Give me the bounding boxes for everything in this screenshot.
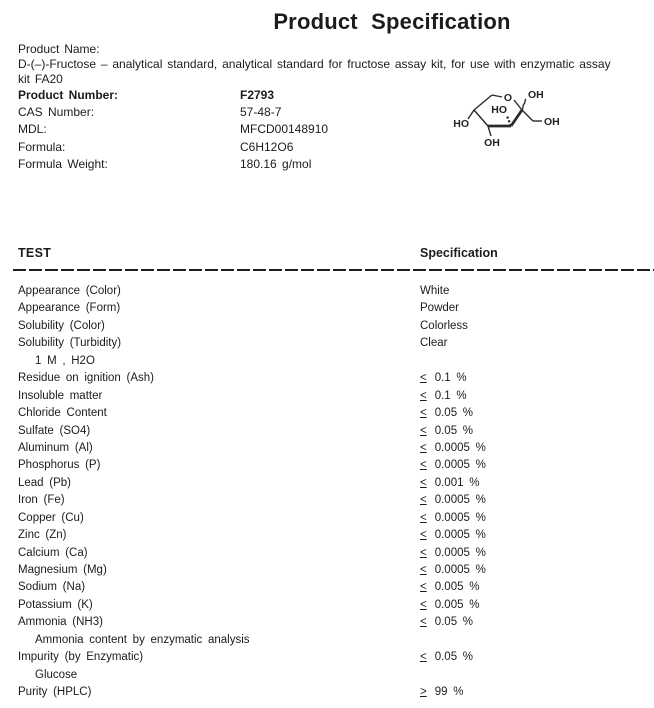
- spec-value: 0.05 %: [434, 651, 474, 664]
- test-name: Phosphorus (P): [18, 459, 101, 472]
- comparator-symbol: <: [420, 424, 427, 437]
- spec-table-row: [18, 318, 654, 335]
- spec-cell: [420, 614, 473, 631]
- spec-table-row: [18, 388, 654, 405]
- spec-table-row: [18, 353, 654, 370]
- ring-oxygen-label: O: [503, 92, 513, 104]
- test-name: Calcium (Ca): [18, 546, 88, 559]
- spec-table-row: [18, 510, 654, 527]
- spec-value: 0.0005 %: [434, 564, 486, 576]
- comparator-symbol: <: [420, 616, 427, 629]
- test-name: Glucose: [35, 668, 78, 681]
- test-name: Ammonia (NH3): [18, 616, 103, 629]
- spec-table-row: [18, 614, 654, 631]
- detail-row-formula: [18, 139, 328, 156]
- detail-row-mdl: [18, 121, 328, 138]
- chemical-structure-image: [450, 82, 570, 166]
- spec-value: White: [420, 285, 450, 297]
- spec-cell: [420, 492, 486, 509]
- test-name: Purity (HPLC): [18, 686, 92, 699]
- spec-table-row: [18, 632, 654, 649]
- spec-table-row: [18, 667, 654, 684]
- spec-cell: [420, 545, 486, 562]
- spec-value: Clear: [420, 337, 448, 350]
- spec-cell: [420, 510, 486, 527]
- spec-value: 0.05 %: [434, 616, 474, 629]
- test-name: Sulfate (SO4): [18, 424, 91, 437]
- test-name: Magnesium (Mg): [18, 564, 107, 576]
- product-name-label: Product Name:: [18, 42, 100, 56]
- spec-value: 0.05 %: [434, 424, 474, 437]
- comparator-symbol: <: [420, 529, 427, 542]
- spec-cell: [420, 457, 486, 474]
- spec-value: 0.1 %: [434, 389, 467, 402]
- product-details: [18, 87, 328, 173]
- test-name: Appearance (Form): [18, 302, 121, 315]
- product-description-line1: D-(–)-Fructose – analytical standard, analytical standard for fructose assay kit, for use with enzymatic assay: [18, 57, 611, 71]
- spec-value: 99 %: [434, 686, 464, 699]
- spec-table-row: [18, 527, 654, 544]
- product-name-block: [18, 42, 650, 87]
- bottom-oh-label: OH: [484, 137, 500, 149]
- spec-value: 0.1 %: [434, 372, 467, 385]
- spec-cell: [420, 388, 467, 405]
- spec-value: 0.0005 %: [434, 529, 486, 542]
- spec-table-row: [18, 335, 654, 352]
- left-ho-label: HO: [453, 118, 469, 130]
- test-name: Impurity (by Enzymatic): [18, 651, 144, 664]
- comparator-symbol: >: [420, 686, 427, 699]
- spec-cell: [420, 527, 486, 544]
- spec-value: 0.005 %: [434, 581, 480, 594]
- formula-label: Formula:: [18, 139, 66, 154]
- spec-rows: [18, 283, 654, 702]
- comparator-symbol: <: [420, 389, 427, 402]
- test-name: Chloride Content: [18, 407, 107, 420]
- comparator-symbol: <: [420, 581, 427, 594]
- spec-value: 0.0005 %: [434, 459, 486, 472]
- formula-weight-value: 180.16 g/mol: [240, 156, 312, 171]
- comparator-symbol: <: [420, 511, 427, 524]
- spec-value: Powder: [420, 302, 459, 315]
- cas-number-value: 57-48-7: [240, 105, 282, 120]
- mdl-label: MDL:: [18, 122, 47, 137]
- spec-table-row: [18, 300, 654, 317]
- comparator-symbol: <: [420, 651, 427, 664]
- test-name: Solubility (Color): [18, 319, 105, 332]
- test-name: Solubility (Turbidity): [18, 337, 122, 350]
- spec-value: Colorless: [420, 319, 468, 332]
- spec-value: 0.05 %: [434, 407, 474, 420]
- spec-cell: [420, 283, 449, 300]
- spec-cell: [420, 562, 486, 579]
- spec-table-row: [18, 684, 654, 701]
- test-name: 1 M , H2O: [35, 354, 95, 367]
- formula-weight-label: Formula Weight:: [18, 156, 108, 171]
- mid-ho-label: HO: [491, 104, 507, 116]
- spec-table-row: [18, 597, 654, 614]
- spec-table-row: [18, 405, 654, 422]
- spec-table-row: [18, 579, 654, 596]
- test-name: Sodium (Na): [18, 581, 86, 594]
- spec-cell: [420, 475, 479, 492]
- spec-table-row: [18, 545, 654, 562]
- spec-cell: [420, 597, 479, 614]
- test-name: Zinc (Zn): [18, 529, 67, 542]
- detail-row-product-number: [18, 87, 328, 104]
- test-name: Iron (Fe): [18, 494, 65, 507]
- cas-number-label: CAS Number:: [18, 105, 95, 120]
- spec-table-row: [18, 423, 654, 440]
- spec-cell: [420, 440, 486, 457]
- test-name: Ammonia content by enzymatic analysis: [35, 633, 250, 646]
- spec-value: 0.001 %: [434, 476, 480, 489]
- test-name: Insoluble matter: [18, 389, 103, 402]
- spec-value: 0.0005 %: [434, 494, 486, 507]
- comparator-symbol: <: [420, 441, 427, 454]
- spec-table-row: [18, 370, 654, 387]
- spec-table-header: [0, 246, 654, 262]
- comparator-symbol: <: [420, 372, 427, 385]
- specification-column-header: Specification: [420, 246, 498, 260]
- spec-cell: [420, 684, 463, 701]
- product-number-value: F2793: [240, 88, 275, 102]
- test-name: Aluminum (Al): [18, 441, 93, 454]
- detail-row-formula-weight: [18, 156, 328, 173]
- spec-table-row: [18, 492, 654, 509]
- spec-value: 0.005 %: [434, 598, 480, 611]
- spec-table-row: [18, 457, 654, 474]
- test-name: Copper (Cu): [18, 511, 84, 524]
- spec-cell: [420, 423, 473, 440]
- comparator-symbol: <: [420, 476, 427, 489]
- test-name: Lead (Pb): [18, 476, 72, 489]
- comparator-symbol: <: [420, 494, 427, 507]
- spec-table-row: [18, 562, 654, 579]
- spec-cell: [420, 300, 459, 317]
- detail-row-cas-number: [18, 104, 328, 121]
- spec-table-row: [18, 440, 654, 457]
- spec-table-row: [18, 475, 654, 492]
- spec-cell: [420, 579, 479, 596]
- fructopyranose-structure-icon: [450, 82, 570, 166]
- spec-table-row: [18, 283, 654, 300]
- spec-value: 0.0005 %: [434, 441, 486, 454]
- comparator-symbol: <: [420, 459, 427, 472]
- spec-value: 0.0005 %: [434, 546, 486, 559]
- spec-value: 0.0005 %: [434, 511, 486, 524]
- chain-oh-label: OH: [544, 116, 560, 128]
- spec-cell: [420, 405, 473, 422]
- test-name: Appearance (Color): [18, 285, 121, 297]
- page-title: Product Specification: [273, 9, 511, 34]
- formula-value: C6H12O6: [240, 139, 294, 154]
- anomeric-oh-label: OH: [528, 89, 544, 101]
- comparator-symbol: <: [420, 598, 427, 611]
- product-description-line2: kit FA20: [18, 72, 63, 86]
- comparator-symbol: <: [420, 564, 427, 576]
- mdl-value: MFCD00148910: [240, 122, 329, 137]
- test-name: Residue on ignition (Ash): [18, 372, 154, 385]
- header-dashed-rule: [13, 269, 654, 271]
- test-column-header: TEST: [18, 246, 52, 260]
- product-number-label: Product Number:: [18, 88, 119, 102]
- spec-cell: [420, 318, 468, 335]
- spec-table-row: [18, 649, 654, 666]
- spec-cell: [420, 370, 467, 387]
- comparator-symbol: <: [420, 546, 427, 559]
- test-name: Potassium (K): [18, 598, 93, 611]
- spec-cell: [420, 335, 447, 352]
- spec-cell: [420, 649, 473, 666]
- comparator-symbol: <: [420, 407, 427, 420]
